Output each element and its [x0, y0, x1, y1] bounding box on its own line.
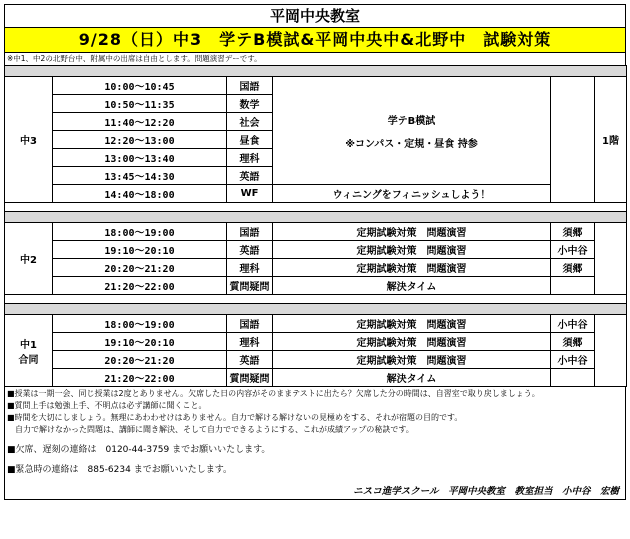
grade2-label: 中2: [5, 223, 53, 295]
grade2-time: 19:10～20:10: [53, 241, 227, 259]
spacer-row: [5, 295, 627, 304]
grade1-time: 20:20～21:20: [53, 351, 227, 369]
grade2-time: 18:00～19:00: [53, 223, 227, 241]
grade2-subject: 国語: [227, 223, 273, 241]
grade2-time: 21:20～22:00: [53, 277, 227, 295]
notes-footer: [4, 387, 626, 500]
grade2-room-cell: [595, 223, 627, 295]
grade1-content: 定期試験対策 問題演習: [273, 333, 551, 351]
note-line: 自力で解けなかった問題は、講師に聞き解決、そして自力でできるようにする、これが成績アップの秘訣です。: [7, 425, 414, 434]
absence-contact: ■欠席、遅刻の連絡は 0120-44-3759 までお願いいたします。: [7, 445, 271, 455]
grade2-subject: 質問疑問: [227, 277, 273, 295]
grade2-teacher: 須郷: [551, 259, 595, 277]
signature: ニスコ進学スクール 平岡中央教室 教室担当 小中谷 宏樹: [353, 486, 619, 497]
grade2-teacher: 小中谷: [551, 241, 595, 259]
grade3-subject: WF: [227, 185, 273, 203]
grade1-content: 定期試験対策 問題演習: [273, 351, 551, 369]
note-line: ■時間を大切にしましょう。無理にあわわせけはありません。自力で解ける解けないの見極めをする、それが宿題の目的です。: [7, 413, 463, 422]
grade1-teacher: 小中谷: [551, 351, 595, 369]
grade3-mock-cell: [273, 77, 551, 185]
mock-title: 学テB模試: [387, 115, 436, 127]
grade3-time: 14:40～18:00: [53, 185, 227, 203]
grade3-label: 中3: [5, 77, 53, 203]
attendance-note: ※中1、中2の北野台中、附属中の出席は自由とします。問題演習デーです。: [4, 53, 626, 65]
grade1-time: 19:10～20:10: [53, 333, 227, 351]
grade1-teacher: 須郷: [551, 333, 595, 351]
grade1-label-line1: 中1: [20, 339, 37, 351]
grade3-time: 10:50～11:35: [53, 95, 227, 113]
separator-row: [5, 304, 627, 315]
grade1-subject: 国語: [227, 315, 273, 333]
grade1-time: 21:20～22:00: [53, 369, 227, 387]
grade3-subject: 理科: [227, 149, 273, 167]
schedule-table: [4, 65, 627, 387]
grade1-teacher: 小中谷: [551, 315, 595, 333]
grade3-time: 12:20～13:00: [53, 131, 227, 149]
page-title: 平岡中央教室: [4, 4, 626, 28]
grade3-time: 13:00～13:40: [53, 149, 227, 167]
separator-row: [5, 66, 627, 77]
grade3-subject: 英語: [227, 167, 273, 185]
grade3-subject: 昼食: [227, 131, 273, 149]
grade1-teacher: [551, 369, 595, 387]
grade1-time: 18:00～19:00: [53, 315, 227, 333]
grade2-content: 解決タイム: [273, 277, 551, 295]
grade2-content: 定期試験対策 問題演習: [273, 241, 551, 259]
grade2-content: 定期試験対策 問題演習: [273, 223, 551, 241]
grade3-subject: 国語: [227, 77, 273, 95]
grade1-subject: 英語: [227, 351, 273, 369]
grade3-teacher-cell: [551, 77, 595, 203]
grade2-time: 20:20～21:20: [53, 259, 227, 277]
grade3-time: 11:40～12:20: [53, 113, 227, 131]
grade3-wf-content: ウィニングをフィニッシュしよう！: [273, 185, 551, 203]
grade2-teacher: 須郷: [551, 223, 595, 241]
grade1-subject: 理科: [227, 333, 273, 351]
room-label: 1階: [595, 77, 627, 203]
note-line: ■授業は一期一会、同じ授業は2度とありません。欠席した日の内容がそのままテストに出たら？欠席した分の時間は、自習室で取り戻しましょう。: [7, 389, 540, 398]
schedule-sheet: [4, 4, 626, 500]
grade1-content: 解決タイム: [273, 369, 551, 387]
grade2-subject: 理科: [227, 259, 273, 277]
spacer-row: [5, 203, 627, 212]
separator-row: [5, 212, 627, 223]
grade3-subject: 社会: [227, 113, 273, 131]
grade2-teacher: [551, 277, 595, 295]
grade2-content: 定期試験対策 問題演習: [273, 259, 551, 277]
page-subtitle: 9/28（日）中3 学テB模試&平岡中央中&北野中 試験対策: [4, 28, 626, 53]
grade1-label: [5, 315, 53, 387]
note-line: ■質問上手は勉強上手、不明点は必ず講師に聞くこと。: [7, 401, 207, 410]
mock-items: ※コンパス・定規・昼食 持参: [345, 138, 478, 150]
grade3-time: 13:45～14:30: [53, 167, 227, 185]
grade3-time: 10:00～10:45: [53, 77, 227, 95]
grade2-subject: 英語: [227, 241, 273, 259]
grade1-subject: 質問疑問: [227, 369, 273, 387]
emergency-contact: ■緊急時の連絡は 885-6234 までお願いいたします。: [7, 465, 232, 475]
grade1-room-cell: [595, 315, 627, 387]
grade1-content: 定期試験対策 問題演習: [273, 315, 551, 333]
grade3-subject: 数学: [227, 95, 273, 113]
grade1-label-line2: 合同: [18, 354, 39, 366]
